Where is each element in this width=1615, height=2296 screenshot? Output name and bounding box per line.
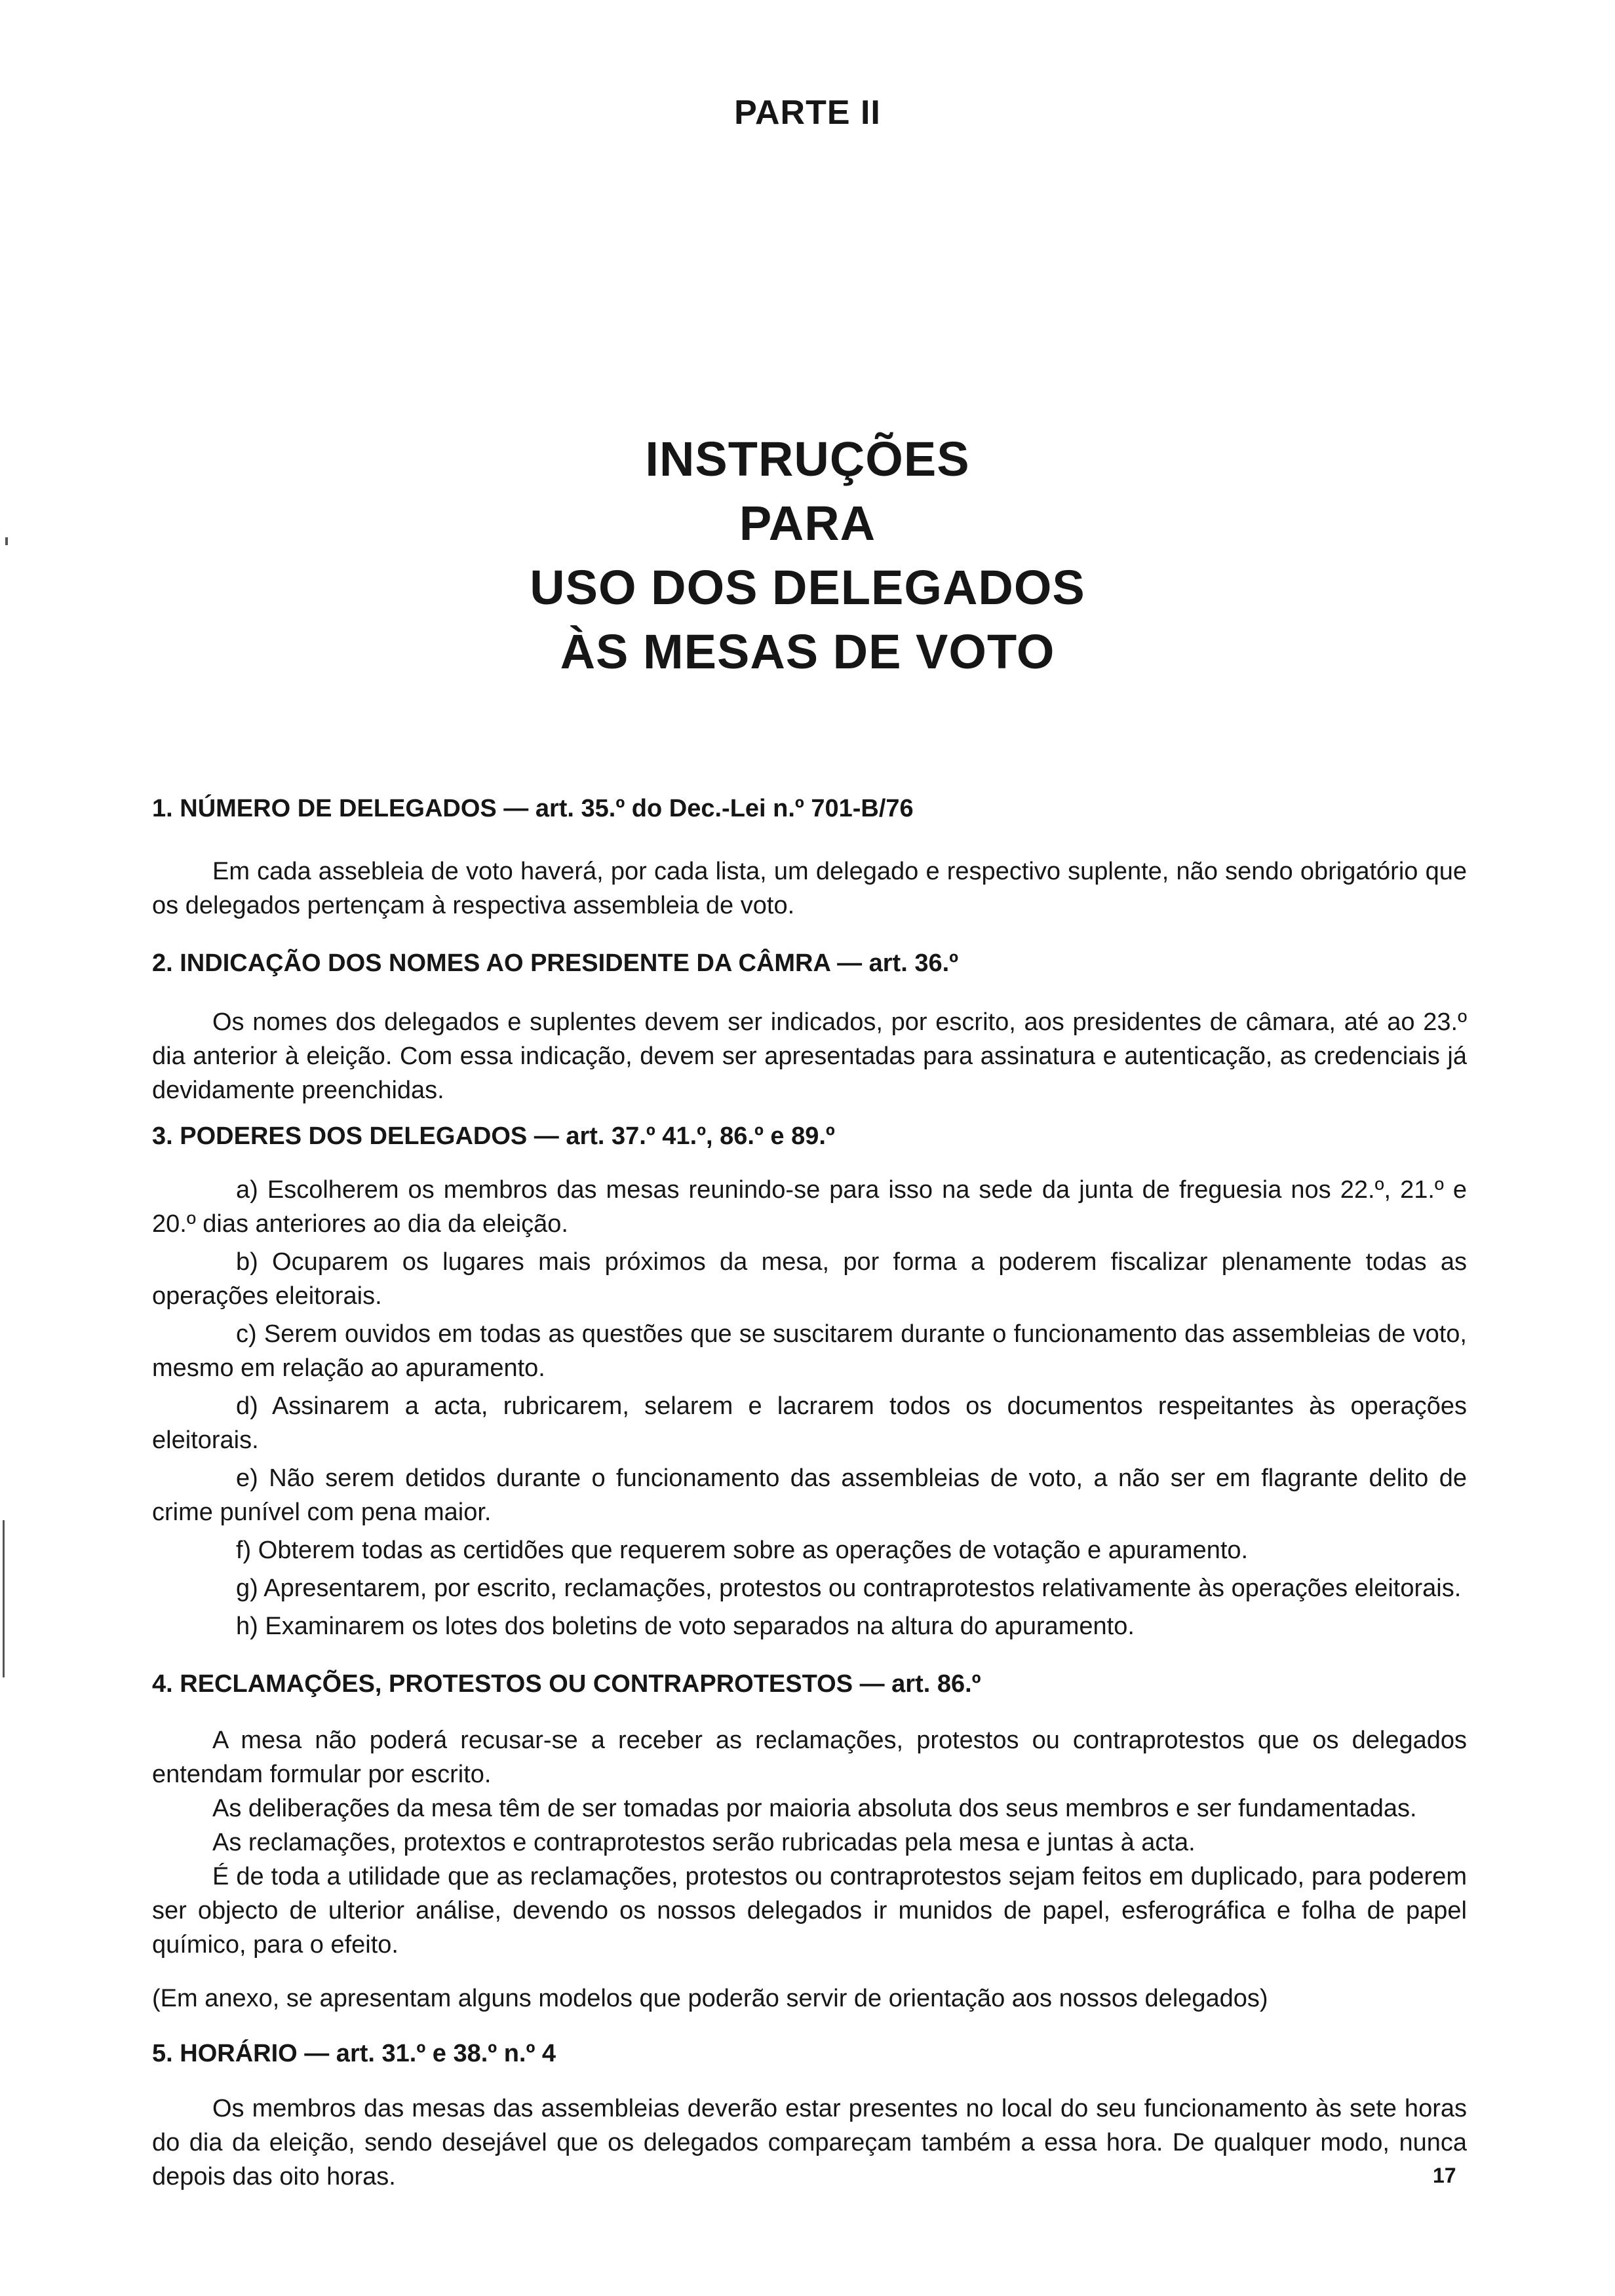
section-5-paragraph bbox=[152, 2092, 1467, 2194]
section-4-note: (Em anexo, se apresentam alguns modelos que poderão servir de orientação aos nossos delegados) bbox=[152, 1985, 1268, 2012]
section-4-text-4: É de toda a utilidade que as reclamações, protestos ou contraprotestos sejam feitos em duplicado, para poderem ser objecto de ulterior análise, devendo os nossos delegados ir munidos de papel, esferográfica e folha de papel químico, para o efeito. bbox=[152, 1863, 1467, 1959]
list-item-d: d) Assinarem a acta, rubricarem, selarem e lacrarem todos os documentos respeitantes às operações eleitorais. bbox=[152, 1392, 1467, 1454]
list-item-e: e) Não serem detidos durante o funcionamento das assembleias de voto, a não ser em flagrante delito de crime punível com pena maior. bbox=[152, 1464, 1467, 1526]
part-title: PARTE II bbox=[734, 94, 881, 132]
list-item-c: c) Serem ouvidos em todas as questões que se suscitarem durante o funcionamento das assembleias de voto, mesmo em relação ao apuramento. bbox=[152, 1320, 1467, 1382]
list-item-a: a) Escolherem os membros das mesas reunindo-se para isso na sede da junta de freguesia nos 22.º, 21.º e 20.º dias anteriores ao dia da eleição. bbox=[152, 1176, 1467, 1238]
section-2-paragraph bbox=[152, 1005, 1467, 1107]
page-number: 17 bbox=[1433, 2164, 1456, 2187]
scan-edge-line bbox=[3, 1520, 5, 1677]
main-title bbox=[0, 427, 1615, 684]
main-title-line-1: INSTRUÇÕES bbox=[645, 432, 970, 486]
section-4-text-1: A mesa não poderá recusar-se a receber as reclamações, protestos ou contraprotestos que os delegados entendam formular por escrito. bbox=[152, 1727, 1467, 1788]
section-5-text: Os membros das mesas das assembleias deverão estar presentes no local do seu funcionamento às sete horas do dia da eleição, sendo desejável que os delegados compareçam também a essa hora. De qualquer modo, nunca depois das oito horas. bbox=[152, 2095, 1467, 2191]
section-2-text: Os nomes dos delegados e suplentes devem ser indicados, por escrito, aos presidentes de câmara, até ao 23.º dia anterior à eleição. Com essa indicação, devem ser apresentadas para assinatura e autenticação, as credenciais já devidamente preenchidas. bbox=[152, 1008, 1467, 1104]
scan-mark bbox=[5, 537, 8, 545]
section-1-paragraph bbox=[152, 854, 1467, 923]
section-3-list bbox=[152, 1173, 1467, 1647]
section-4-paragraphs bbox=[152, 1723, 1467, 1962]
section-3-heading: 3. PODERES DOS DELEGADOS — art. 37.º 41.º, 86.º e 89.º bbox=[152, 1122, 835, 1150]
section-4-text-3: As reclamações, protextos e contraprotestos serão rubricadas pela mesa e juntas à acta. bbox=[212, 1829, 1196, 1856]
section-4-text-2: As deliberações da mesa têm de ser tomadas por maioria absoluta dos seus membros e ser fundamentadas. bbox=[212, 1795, 1417, 1822]
section-4-heading: 4. RECLAMAÇÕES, PROTESTOS OU CONTRAPROTESTOS — art. 86.º bbox=[152, 1670, 981, 1698]
main-title-line-3: USO DOS DELEGADOS bbox=[530, 560, 1085, 615]
list-item-b: b) Ocuparem os lugares mais próximos da mesa, por forma a poderem fiscalizar plenamente todas as operações eleitorais. bbox=[152, 1248, 1467, 1310]
section-1-heading: 1. NÚMERO DE DELEGADOS — art. 35.º do Dec.-Lei n.º 701-B/76 bbox=[152, 795, 914, 822]
list-item-f: f) Obterem todas as certidões que requerem sobre as operações de votação e apuramento. bbox=[236, 1537, 1249, 1564]
main-title-line-2: PARA bbox=[739, 496, 876, 550]
section-5-heading: 5. HORÁRIO — art. 31.º e 38.º n.º 4 bbox=[152, 2040, 556, 2067]
main-title-line-4: ÀS MESAS DE VOTO bbox=[560, 624, 1055, 679]
section-2-heading: 2. INDICAÇÃO DOS NOMES AO PRESIDENTE DA CÂMRA — art. 36.º bbox=[152, 949, 959, 977]
list-item-h: h) Examinarem os lotes dos boletins de voto separados na altura do apuramento. bbox=[236, 1613, 1135, 1640]
section-1-text: Em cada assebleia de voto haverá, por cada lista, um delegado e respectivo suplente, não sendo obrigatório que os delegados pertençam à respectiva assembleia de voto. bbox=[152, 858, 1467, 919]
list-item-g: g) Apresentarem, por escrito, reclamações, protestos ou contraprotestos relativamente às operações eleitorais. bbox=[236, 1575, 1462, 1602]
